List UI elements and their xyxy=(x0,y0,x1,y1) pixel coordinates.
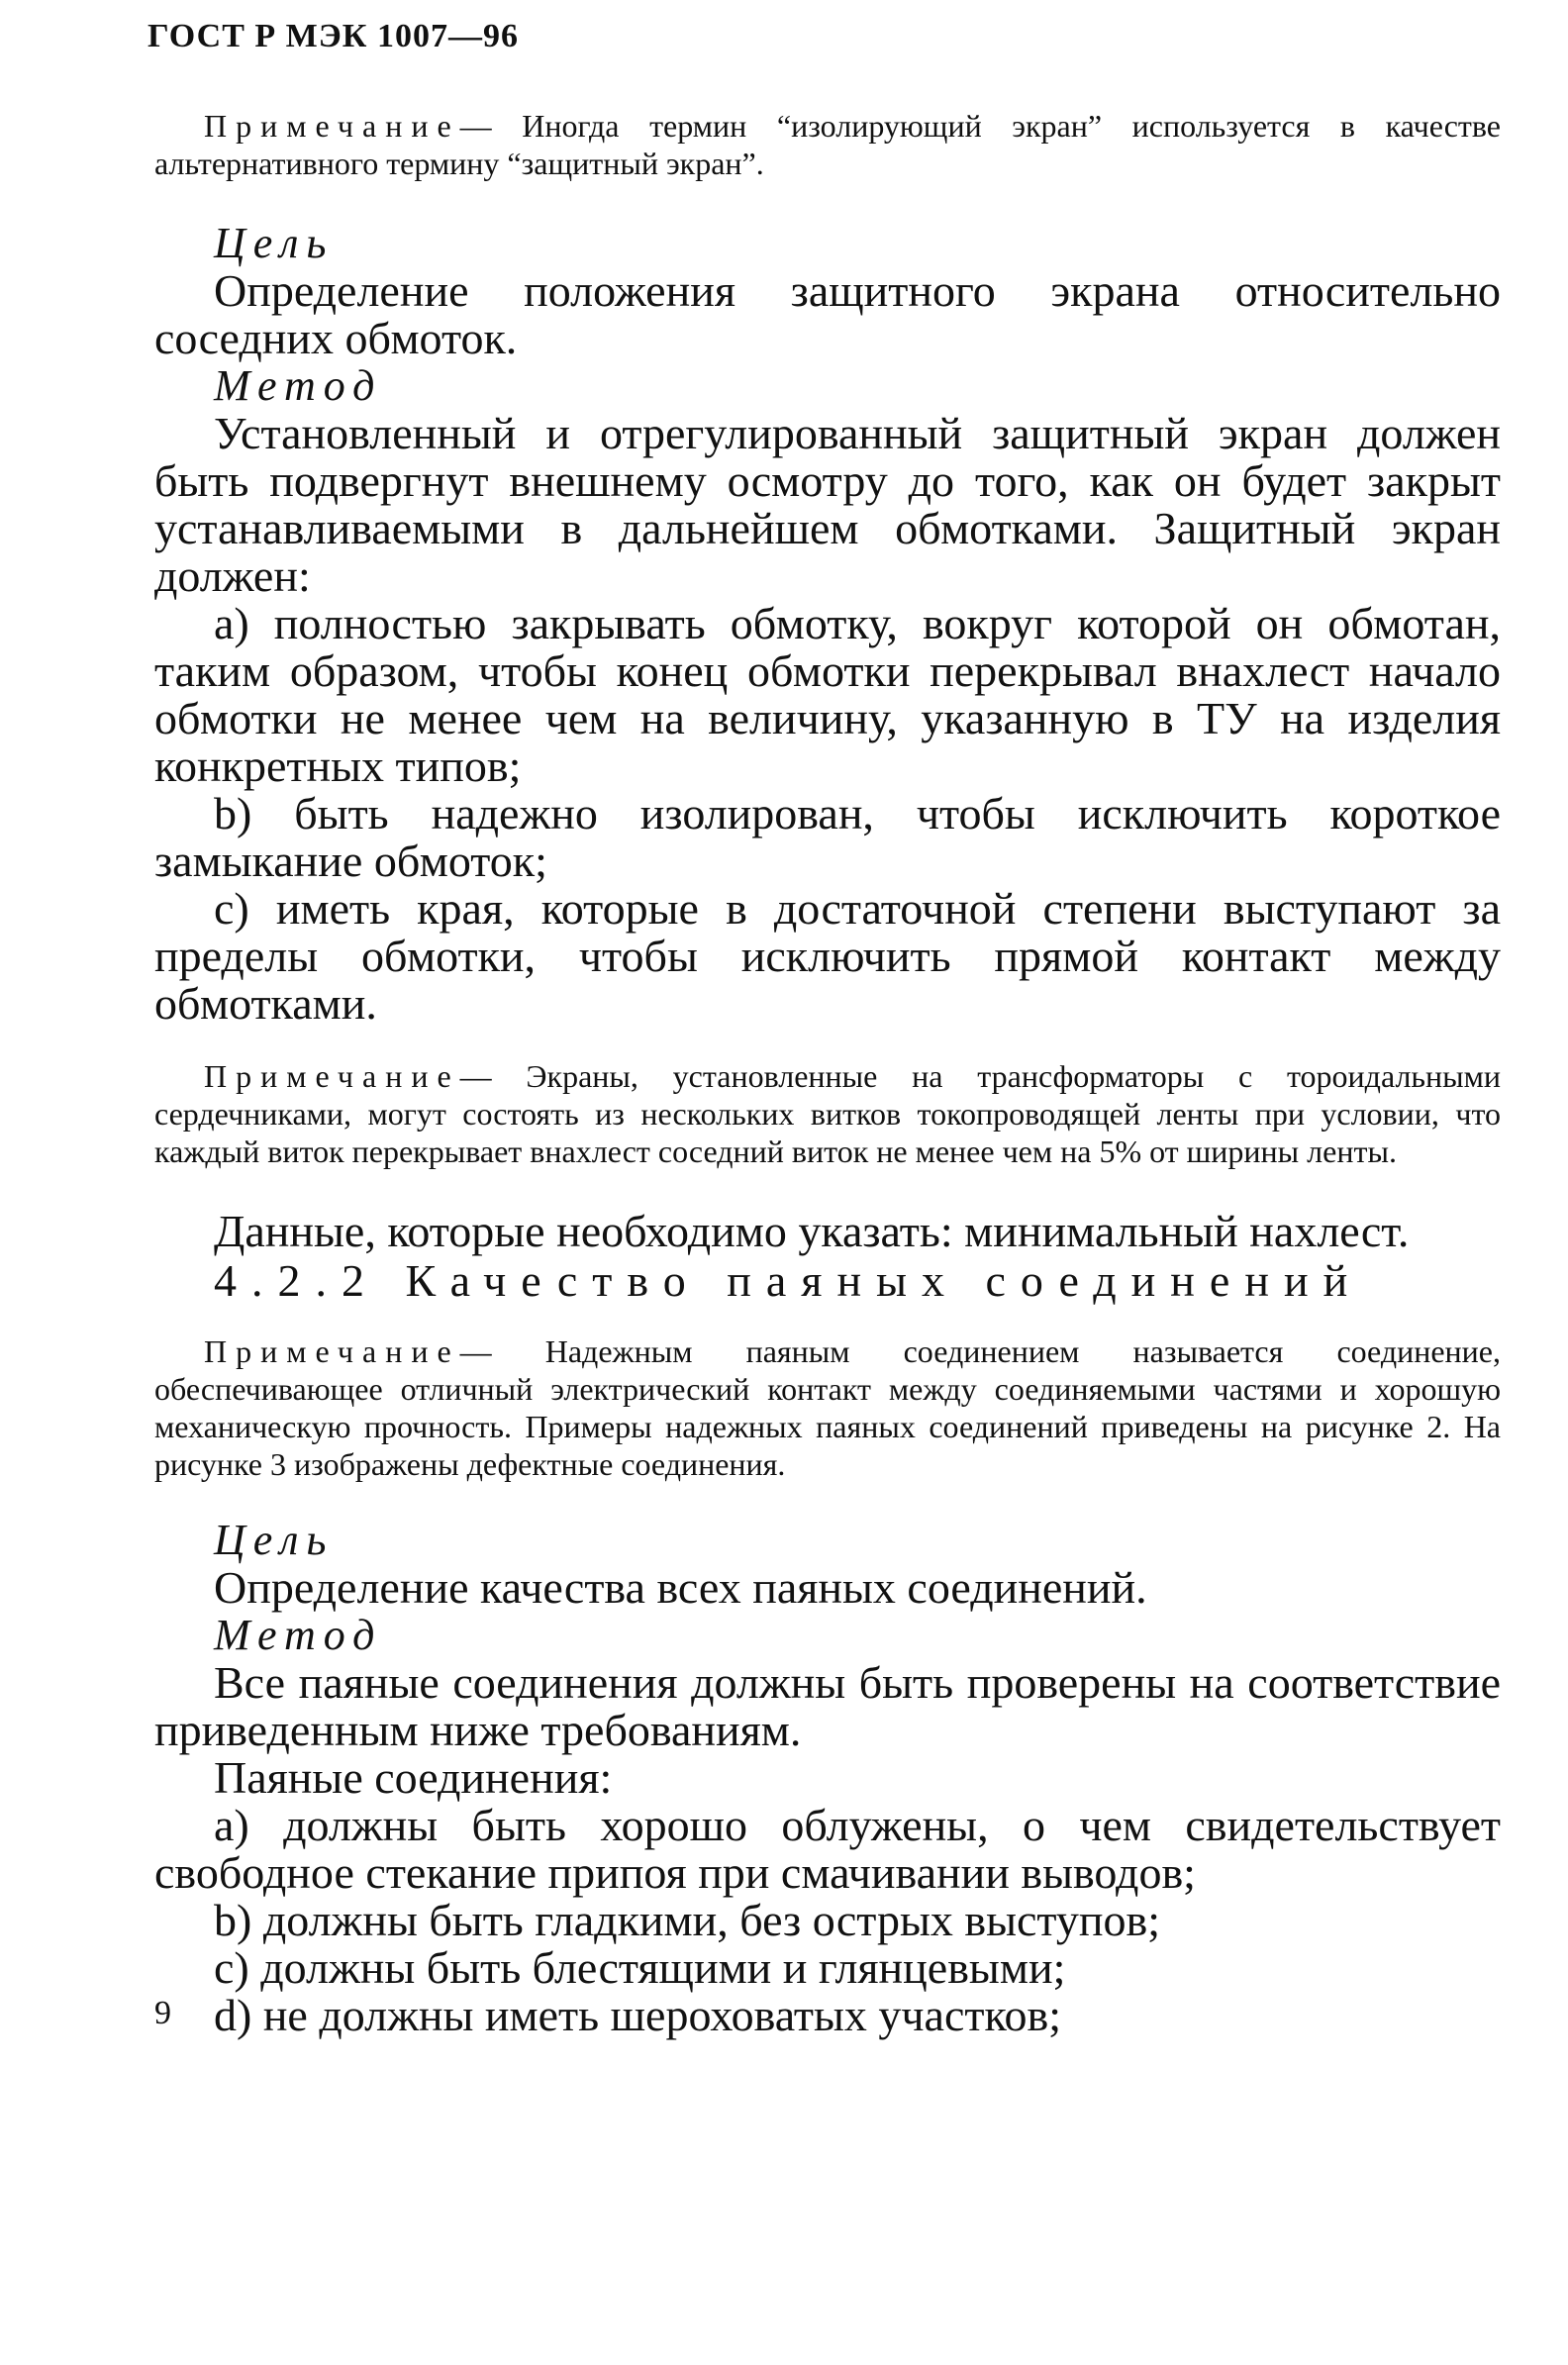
list-item-d: d) не должны иметь шероховатых участков; xyxy=(214,1990,1062,2040)
note-paragraph-3 xyxy=(154,1332,1501,1483)
list-item-a: a) должны быть хорошо облужены, о чем свидетельствует свободное стекание припоя при смачивании выводов; xyxy=(154,1800,1501,1898)
list-item-c: c) иметь края, которые в достаточной степени выступают за пределы обмотки, чтобы исключить прямой контакт между обмотками. xyxy=(154,883,1501,1029)
note-text: — Надежным паяным соединением называется соединение, обеспечивающее отличный электрический контакт между соединяемыми частями и хорошую механическую прочность. Примеры надежных паяных соединений приведены на рисунке 2. На рисунке 3 изображены дефектные соединения. xyxy=(154,1333,1501,1482)
document-code: ГОСТ Р МЭК 1007—96 xyxy=(147,18,519,54)
note-label: Примечание xyxy=(204,108,460,144)
note-label: Примечание xyxy=(204,1333,460,1369)
solder-intro: Паяные соединения: xyxy=(214,1752,613,1803)
page-content xyxy=(154,107,1501,2039)
list-item-b: b) должны быть гладкими, без острых выступов; xyxy=(214,1895,1161,1945)
method-text: Установленный и отрегулированный защитный экран должен быть подвергнут внешнему осмотру до того, как он будет закрыт устанавливаемыми в дальнейшем обмотками. Защитный экран должен: xyxy=(154,408,1501,601)
section-title: 4.2.2 Качество паяных соединений xyxy=(214,1255,1363,1306)
heading-goal: Цель xyxy=(214,1516,335,1564)
heading-goal: Цель xyxy=(214,219,335,267)
note-label: Примечание xyxy=(204,1058,460,1094)
heading-method: Метод xyxy=(214,1611,383,1659)
note-text: — Экраны, установленные на трансформаторы с тороидальными сердечниками, могут состоять из нескольких витков токопроводящей ленты при условии, что каждый виток перекрывает внахлест соседний виток не менее чем на 5% от ширины ленты. xyxy=(154,1058,1501,1169)
note-paragraph-2 xyxy=(154,1057,1501,1170)
data-line: Данные, которые необходимо указать: минимальный нахлест. xyxy=(214,1206,1410,1256)
list-item-b: b) быть надежно изолирован, чтобы исключить короткое замыкание обмоток; xyxy=(154,788,1501,886)
goal-text: Определение положения защитного экрана относительно соседних обмоток. xyxy=(154,265,1501,363)
method-text: Все паяные соединения должны быть проверены на соответствие приведенным ниже требованиям. xyxy=(154,1657,1501,1755)
page-number: 9 xyxy=(154,1995,171,2031)
list-item-c: c) должны быть блестящими и глянцевыми; xyxy=(214,1942,1066,1993)
goal-text: Определение качества всех паяных соединений. xyxy=(214,1562,1147,1613)
note-text: — Иногда термин “изолирующий экран” используется в качестве альтернативного термину “защитный экран”. xyxy=(154,108,1501,181)
heading-method: Метод xyxy=(214,361,383,410)
note-paragraph-1 xyxy=(154,107,1501,182)
list-item-a: a) полностью закрывать обмотку, вокруг которой он обмотан, таким образом, чтобы конец обмотки перекрывал внахлест начало обмотки не менее чем на величину, указанную в ТУ на изделия конкретных типов; xyxy=(154,598,1501,791)
